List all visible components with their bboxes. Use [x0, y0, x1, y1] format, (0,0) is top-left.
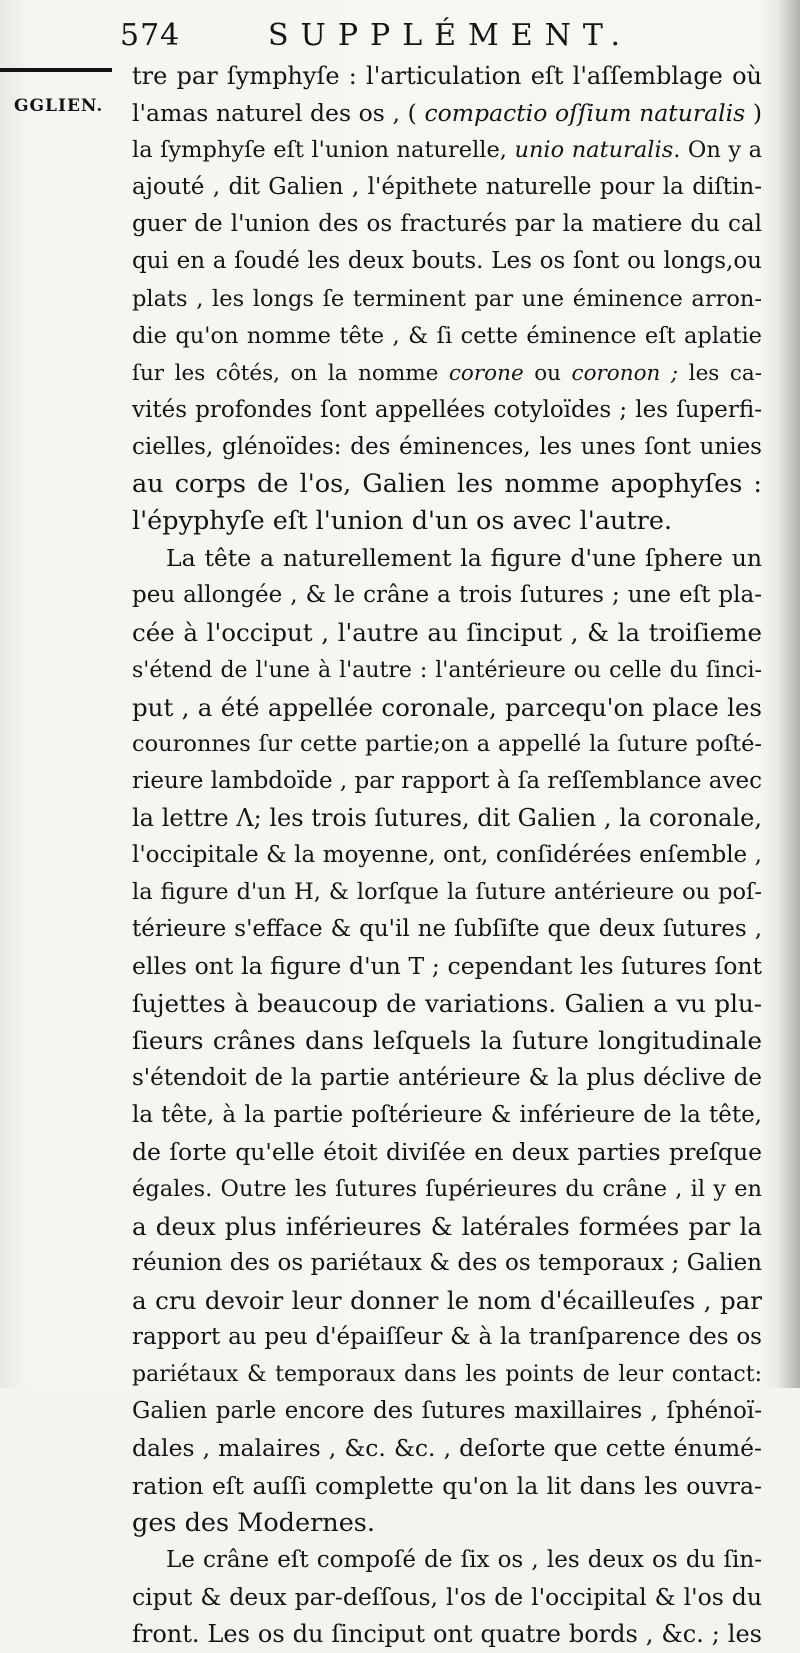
- page-number: 574: [120, 18, 181, 53]
- page-header: [120, 18, 780, 58]
- text-line: réunion des os pariétaux & des os temporaux ; Galien: [132, 1250, 762, 1276]
- text-line: l'amas naturel des os , ( compactio oſſium naturalis ): [132, 99, 762, 128]
- text-line: s'étendoit de la partie antérieure & la plus déclive de: [132, 1064, 762, 1091]
- text-line: Galien parle encore des ſutures maxillaires , ſphénoï-: [132, 1398, 762, 1425]
- text-line: guer de l'union des os fracturés par la matiere du cal: [132, 211, 762, 238]
- text-line: Le crâne eſt compoſé de ſix os , les deux os du ſin-: [166, 1546, 762, 1573]
- text-line: a deux plus inférieures & latérales formées par la: [132, 1211, 762, 1241]
- text-line: elles ont la figure d'un T ; cependant les ſutures ſont: [132, 952, 762, 981]
- text-line: tre par ſymphyſe : l'articulation eſt l'aſſemblage où: [132, 62, 762, 90]
- text-line: cielles, glénoïdes: des éminences, les unes ſont unies: [132, 433, 762, 460]
- text-line: l'épyphyſe eſt l'union d'un os avec l'autre.: [132, 506, 673, 537]
- text-line: égales. Outre les ſutures ſupérieures du crâne , il y en: [132, 1175, 762, 1202]
- text-line: dales , malaires , &c. &c. , deſorte que cette énumé-: [132, 1434, 762, 1463]
- text-line: l'occipitale & la moyenne, ont, conſidérées enſemble ,: [132, 841, 762, 868]
- body-text: [132, 58, 762, 1653]
- text-line: La tête a naturellement la figure d'une ſphere un: [166, 544, 762, 573]
- text-line: au corps de l'os, Galien les nomme apophyſes :: [132, 469, 762, 500]
- text-line: ſujettes à beaucoup de variations. Galien a vu plu-: [132, 989, 762, 1019]
- page-edge-shadow: [778, 0, 800, 1388]
- text-line: ajouté , dit Galien , l'épithete naturelle pour la diſtin-: [132, 174, 762, 201]
- text-line: térieure s'efface & qu'il ne ſubſiſte que deux ſutures ,: [132, 916, 762, 943]
- text-line: plats , les longs ſe terminent par une éminence arron-: [132, 285, 762, 312]
- margin-note: GGLIEN.: [14, 96, 104, 116]
- text-line: peu allongée , & le crâne a trois ſutures ; une eſt pla-: [132, 582, 762, 609]
- text-line: pariétaux & temporaux dans les points de leur contact:: [132, 1362, 762, 1388]
- running-title: SUPPLÉMENT.: [268, 18, 633, 53]
- text-line: ciput & deux par-deſſous, l'os de l'occipital & l'os du: [132, 1582, 762, 1611]
- paragraph-3: [132, 1542, 762, 1653]
- text-line: la tête, à la partie poſtérieure & inférieure de la tête,: [132, 1101, 762, 1128]
- text-line: vités profondes ſont appellées cotyloïdes ; les ſuperfi-: [132, 396, 762, 423]
- text-line: couronnes ſur cette partie;on a appellé la ſuture poſté-: [132, 730, 762, 757]
- text-line: la ſymphyſe eſt l'union naturelle, unio naturalis. On y a: [132, 137, 762, 164]
- text-line: ſieurs crânes dans leſquels la ſuture longitudinale: [132, 1026, 762, 1056]
- text-line: qui en a ſoudé les deux bouts. Les os ſont ou longs,ou: [132, 248, 762, 275]
- text-line: die qu'on nomme tête , & ſi cette éminence eſt aplatie: [132, 322, 762, 349]
- text-line: la lettre Λ; les trois ſutures, dit Galien , la coronale,: [132, 803, 762, 832]
- text-line: ration eſt auſſi complette qu'on la lit dans les ouvra-: [132, 1471, 762, 1500]
- text-line: s'étend de l'une à l'autre : l'antérieure ou celle du ſinci-: [132, 657, 762, 683]
- text-line: cée à l'occiput , l'autre au ſinciput , & la troiſieme: [132, 618, 762, 648]
- paragraph-2: [132, 540, 762, 1542]
- text-line: ſur les côtés, on la nomme corone ou coronon ; les ca-: [132, 360, 762, 386]
- text-line: rapport au peu d'épaiſſeur & à la tranſparence des os: [132, 1324, 762, 1351]
- text-line: a cru devoir leur donner le nom d'écailleuſes , par: [132, 1286, 762, 1316]
- text-line: put , a été appellée coronale, parcequ'on place les: [132, 692, 762, 722]
- text-line: ges des Modernes.: [132, 1507, 375, 1538]
- text-line: front. Les os du ſinciput ont quatre bords , &c. ; les: [132, 1619, 762, 1648]
- text-line: rieure lambdoïde , par rapport à ſa reſſemblance avec: [132, 767, 762, 794]
- text-line: la figure d'un H, & lorſque la ſuture antérieure ou poſ-: [132, 879, 762, 906]
- paragraph-1: [132, 58, 762, 540]
- margin-rule: [0, 68, 112, 72]
- text-line: de ſorte qu'elle étoit diviſée en deux parties preſque: [132, 1137, 762, 1166]
